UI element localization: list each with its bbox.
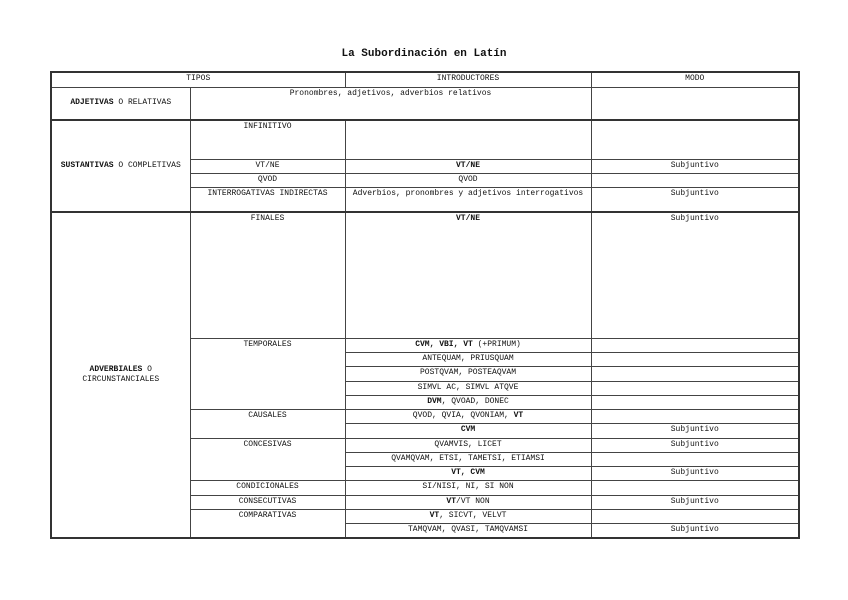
modo-cell [591,452,799,466]
adjetivas-modo [591,87,799,120]
tipo-cell: TEMPORALES [190,339,345,410]
header-introductores: INTRODUCTORES [345,72,591,87]
modo-cell: Subjuntivo [591,495,799,509]
tipo-cell: QVOD [190,174,345,188]
intro-cell: ANTEQUAM, PRIUSQUAM [345,353,591,367]
table-row [51,212,799,338]
sustantivas-label: SUSTANTIVAS O COMPLETIVAS [51,120,190,213]
intro-cell: CVM [345,424,591,438]
intro-cell: VT/NE [345,212,591,338]
tipo-cell: FINALES [190,212,345,338]
tipo-cell: CONCESIVAS [190,438,345,481]
tipo-cell: CONSECUTIVAS [190,495,345,509]
tipo-cell: INFINITIVO [190,120,345,160]
intro-cell: POSTQVAM, POSTEAQVAM [345,367,591,381]
modo-cell: Subjuntivo [591,438,799,452]
modo-cell: Subjuntivo [591,159,799,173]
modo-cell: Subjuntivo [591,212,799,338]
intro-cell: TAMQVAM, QVASI, TAMQVAMSI [345,524,591,538]
subordination-table [50,71,800,539]
modo-cell [591,174,799,188]
modo-cell: Subjuntivo [591,467,799,481]
modo-cell [591,395,799,409]
modo-cell: Subjuntivo [591,524,799,538]
adjetivas-introductores: Pronombres, adjetivos, adverbios relativos [190,87,591,120]
intro-cell: QVOD [345,174,591,188]
intro-cell [345,120,591,160]
modo-cell [591,367,799,381]
intro-cell: VT, SICVT, VELVT [345,509,591,523]
intro-cell: Adverbios, pronombres y adjetivos interrogativos [345,188,591,212]
tipo-cell: VT/NE [190,159,345,173]
modo-cell: Subjuntivo [591,424,799,438]
intro-cell: SI/NISI, NI, SI NON [345,481,591,495]
intro-cell: SIMVL AC, SIMVL ATQVE [345,381,591,395]
tipo-cell: CONDICIONALES [190,481,345,495]
modo-cell [591,353,799,367]
header-tipos: TIPOS [51,72,345,87]
page-title: La Subordinación en Latín [341,48,507,60]
modo-cell [591,410,799,424]
adjetivas-row [51,87,799,120]
tipo-cell: INTERROGATIVAS INDIRECTAS [190,188,345,212]
intro-cell: VT, CVM [345,467,591,481]
adverbiales-label: ADVERBIALES O CIRCUNSTANCIALES [51,212,190,538]
intro-cell: VT/VT NON [345,495,591,509]
intro-cell: CVM, VBI, VT (+PRIMUM) [345,339,591,353]
table-row [51,120,799,160]
intro-cell: QVAMQVAM, ETSI, TAMETSI, ETIAMSI [345,452,591,466]
modo-cell [591,120,799,160]
tipo-cell: CAUSALES [190,410,345,438]
modo-cell [591,509,799,523]
modo-cell: Subjuntivo [591,188,799,212]
intro-cell: QVAMVIS, LICET [345,438,591,452]
header-row [51,72,799,87]
intro-cell: VT/NE [345,159,591,173]
modo-cell [591,381,799,395]
adjetivas-label: ADJETIVAS O RELATIVAS [51,87,190,120]
intro-cell: DVM, QVOAD, DONEC [345,395,591,409]
tipo-cell: COMPARATIVAS [190,509,345,538]
header-modo: MODO [591,72,799,87]
modo-cell [591,481,799,495]
intro-cell: QVOD, QVIA, QVONIAM, VT [345,410,591,424]
modo-cell [591,339,799,353]
